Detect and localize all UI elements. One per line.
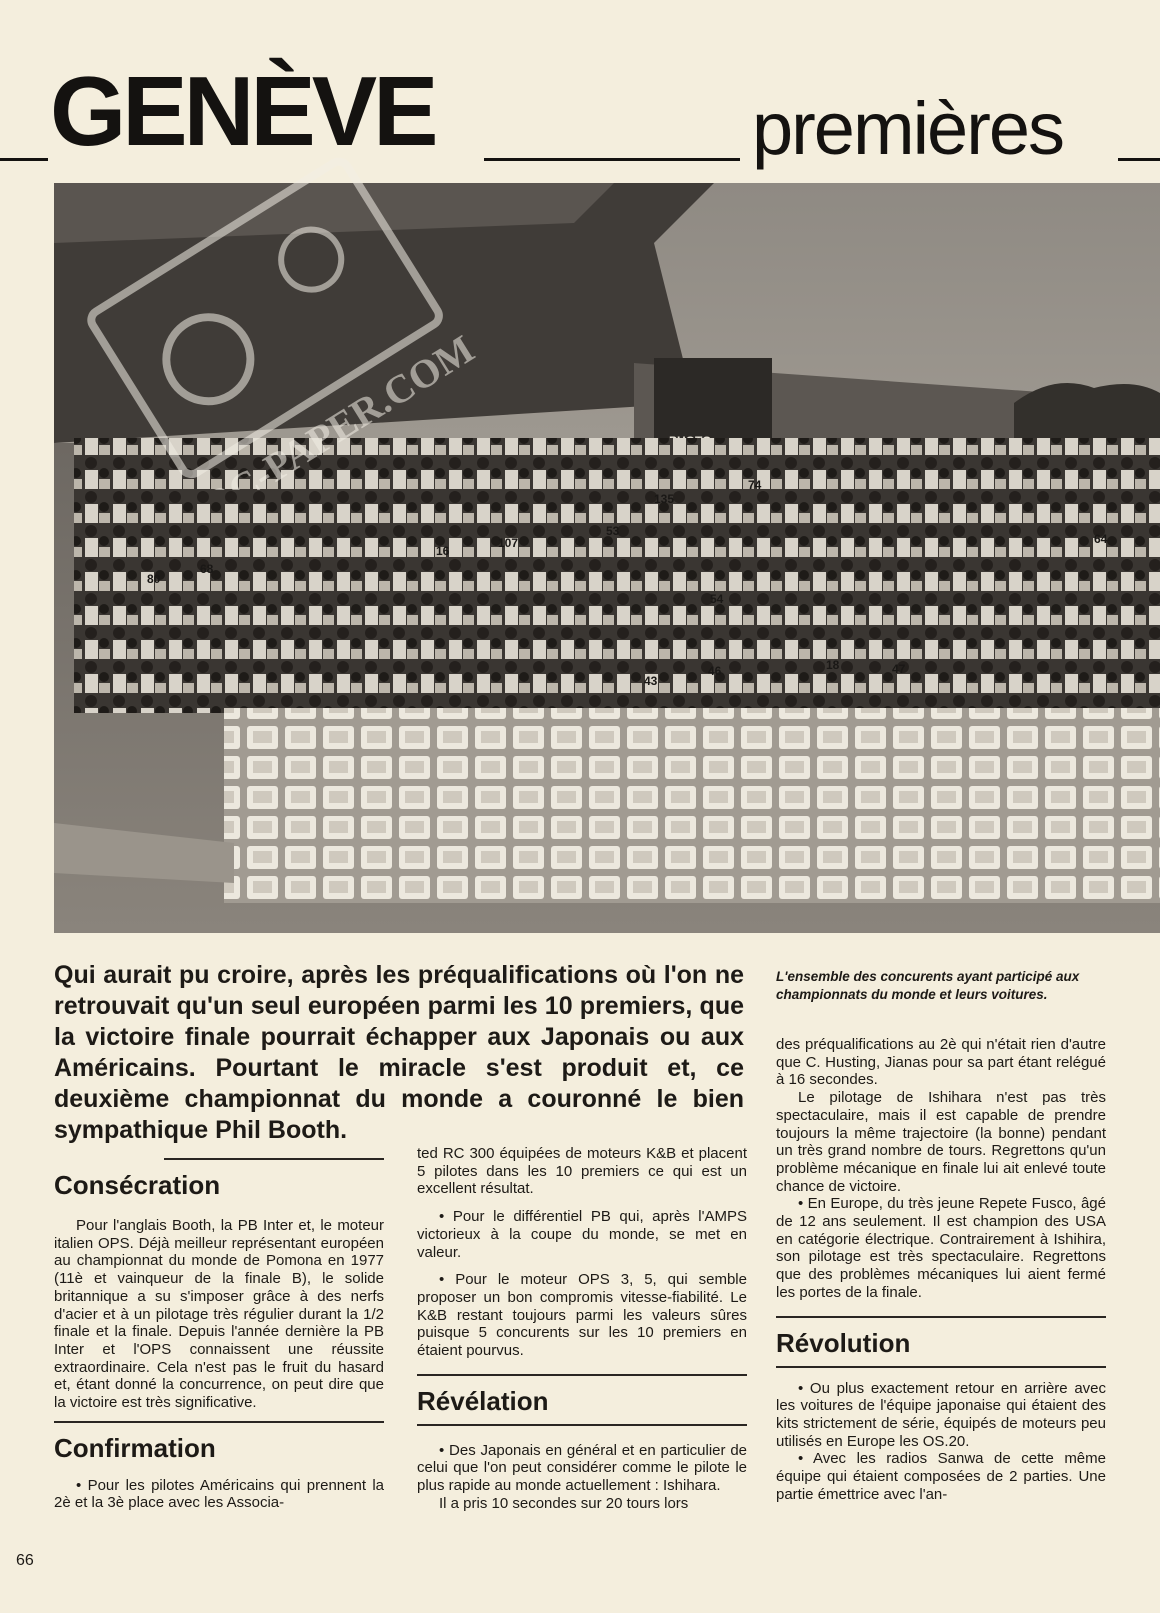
bib-number: 107 [498,536,519,550]
bib-number: 54 [710,592,724,606]
body-paragraph: • Pour les pilotes Américains qui prennent la 2è et la 3è place avec les Associa- [54,1476,384,1512]
section-heading-confirmation: Confirmation [54,1432,216,1463]
bib-number: 47 [892,662,906,676]
header-rule-middle [484,158,740,161]
body-paragraph: • Avec les radios Sanwa de cette même équipe qui étaient composées de 2 parties. Une partie émettrice avec l'an- [776,1450,1106,1503]
body-paragraph: • Des Japonais en général et en particulier de celui que l'on peut considérer comme le pilote le plus rapide au monde actuellement : Ishihara. [417,1424,747,1495]
section-heading-revolution: Révolution [776,1327,911,1358]
body-paragraph: • Pour le moteur OPS 3, 5, qui semble proposer un bon compromis vitesse-fiabilité. Le K&B restant toujours parmi les valeurs sûres puisque 5 concurents sur les 10 premiers en étaient pourvus. [417,1271,747,1360]
body-paragraph: • Ou plus exactement retour en arrière avec les voitures de l'équipe japonaise qui étaient des kits strictement de série, équipés de moteurs peu utilisés en Europe les OS.20. [776,1366,1106,1451]
bib-number: 64 [1094,532,1108,546]
body-paragraph: • En Europe, du très jeune Repete Fusco, âgé de 12 ans seulement. Il est champion des USA en catégorie électrique. Contrairement à Ishihira, son pilotage est très spectaculaire. Regrettons que des problèmes mécaniques lui aient fermé les portes de la finale. [776,1195,1106,1301]
lead-paragraph: Qui aurait pu croire, après les préqualifications où l'on ne retrouvait qu'un seul européen parmi les 10 premiers, que la victoire finale pourrait échapper aux Japonais ou aux Américains. Pourtant le miracle s'est produit et, ce deuxième championnat du monde a couronné le bien sympathique Phil Booth. [54,961,744,1144]
bib-number: 43 [644,674,658,688]
column-3 [776,1036,1106,1503]
column-1 [54,1158,384,1512]
bib-number: 46 [708,664,722,678]
bib-number: 68 [200,562,214,576]
section-rule [54,1421,384,1423]
body-paragraph: Il a pris 10 secondes sur 20 tours lors [439,1494,689,1512]
page-subtitle: premières [752,87,1063,170]
watermark-logo [60,150,520,490]
column-2 [417,1145,747,1513]
bib-number: 135 [654,492,675,506]
body-paragraph: ted RC 300 équipées de moteurs K&B et placent 5 pilotes dans les 10 premiers ce qui est un excellent résultat. [417,1145,747,1198]
section-heading-consecration: Consécration [54,1170,221,1200]
header-rule-right [1118,158,1160,161]
watermark-text: RC-PAPER.COM [195,325,482,490]
body-paragraph: • Pour le différentiel PB qui, après l'AMPS victorieux à la coupe du monde, se met en valeur. [417,1208,747,1261]
section-rule [417,1374,747,1376]
body-paragraph: Le pilotage de Ishihara n'est pas très spectaculaire, mais il est capable de prendre toujours la même trajectoire (la bonne) pendant un très grand nombre de tours. Regrettons qu'un problème mécanique en finale lui ait enlevé toute chance de victoire. [776,1089,1106,1195]
body-paragraph: des préqualifications au 2è qui n'était rien d'autre que C. Husting, Jianas pour sa part étant relégué à 16 secondes. [776,1036,1106,1089]
bib-number: 53 [606,524,620,538]
page-number: 66 [16,1552,34,1569]
section-heading-revelation: Révélation [417,1385,549,1416]
bib-number: 80 [147,572,161,586]
bib-number: 18 [826,658,840,672]
photo-caption: L'ensemble des concurents ayant participé aux championnats du monde et leurs voitures. [776,969,1080,1002]
bib-number: 16 [436,544,450,558]
bib-number: 74 [748,478,762,492]
page-title: GENÈVE [50,56,435,166]
section-rule [776,1316,1106,1318]
header-rule-left [0,158,48,161]
body-paragraph: Pour l'anglais Booth, la PB Inter et, le moteur italien OPS. Déjà meilleur représentant européen au championnat du monde de Pomona en 1977 (11è et vainqueur de la finale B), le solide britannique a su s'imposer grâce à des nerfs d'acier et à un pilotage très régulier durant la 1/2 finale et la finale. Depuis l'année dernière la PB Inter et l'OPS connaissent une réussite extraordinaire. Cela n'est pas le fruit du hasard et, étant donné la concurrence, on peut dire que la victoire est très significative. [54,1217,384,1412]
section-rule [164,1158,384,1160]
